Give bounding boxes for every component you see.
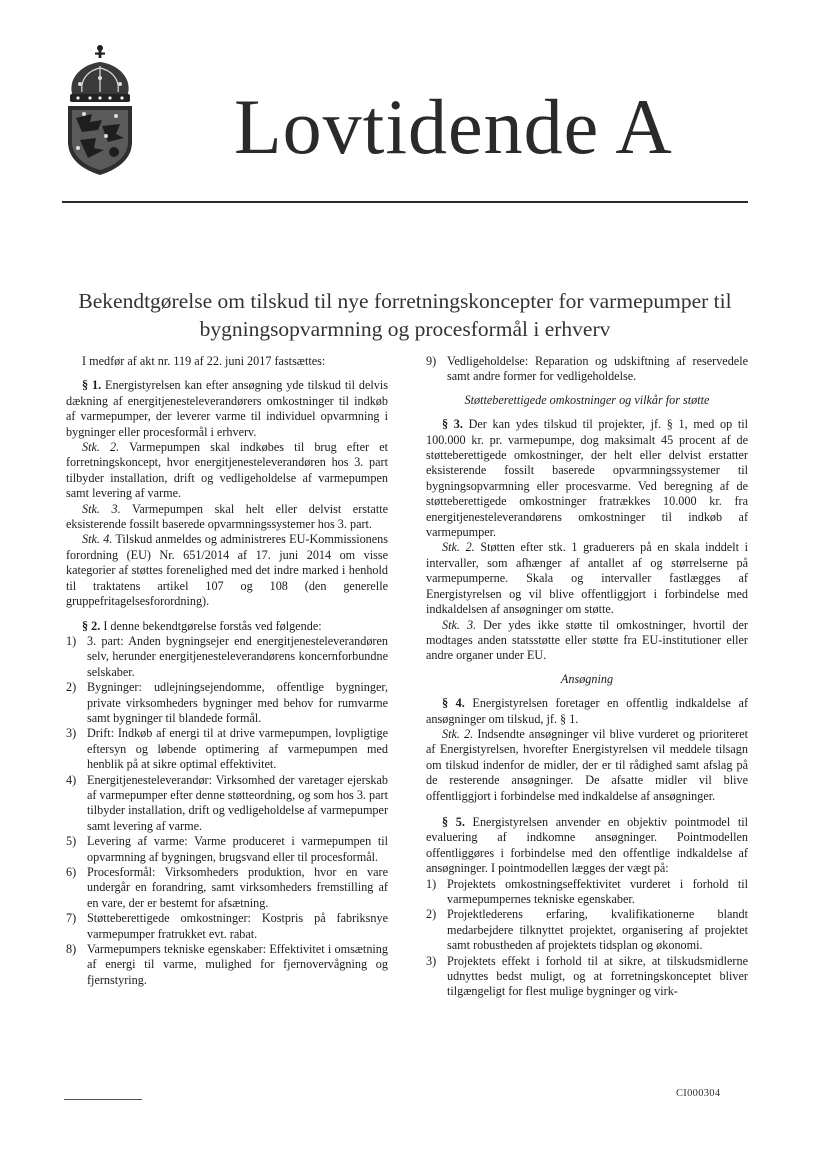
list-item bbox=[426, 354, 748, 385]
section-number: § 5. bbox=[442, 814, 465, 829]
evaluation-criteria-list bbox=[426, 877, 748, 1000]
list-item bbox=[426, 877, 748, 908]
stk-text: Varmepumpen skal indkøbes til brug efter et forretningskoncept, hvor energitjenesteleverandøren hos 3. part tilbyder installation, drift og vedligeholdelse af varmepumpen samt levering af varme. bbox=[66, 440, 389, 501]
stk-label: Stk. 2. bbox=[442, 540, 475, 555]
section-4-stk-2 bbox=[426, 727, 748, 804]
left-column bbox=[66, 354, 388, 988]
list-item-number: 8) bbox=[66, 942, 77, 957]
list-item-number: 3) bbox=[66, 726, 77, 741]
list-item bbox=[66, 634, 388, 680]
section-text: Energistyrelsen foretager en offentlig indkaldelse af ansøgninger om tilskud, jf. § 1. bbox=[426, 696, 749, 726]
list-item-number: 2) bbox=[66, 680, 77, 695]
stk-label: Stk. 3. bbox=[442, 617, 477, 632]
list-item bbox=[426, 954, 748, 1000]
document-code: CI000304 bbox=[676, 1088, 721, 1099]
list-item-number: 1) bbox=[426, 876, 437, 891]
list-item-text: Procesformål: Virksomheders produktion, hvor en vare undergår en forandring, samt virksomheders fremstilling af en vare, der er bestemt for afsætning. bbox=[87, 865, 388, 910]
list-item-text: Energitjenesteleverandør: Virksomhed der varetager ejerskab af varmepumper efter denne støtteordning, og som hos 3. part tilbyder installation, drift og vedligeholdelse af varmepumper samt levering af varme. bbox=[87, 772, 388, 833]
list-item bbox=[66, 911, 388, 942]
stk-label: Stk. 4. bbox=[82, 532, 113, 547]
list-item-number: 3) bbox=[426, 953, 437, 968]
list-item-number: 1) bbox=[66, 633, 77, 648]
section-number: § 2. bbox=[82, 618, 101, 633]
list-item-text: Varmepumpers tekniske egenskaber: Effektivitet i omsætning af energi til varme, mulighed for fjernovervågning og fjernstyring. bbox=[87, 942, 388, 987]
coat-of-arms-icon bbox=[62, 44, 138, 176]
list-item bbox=[66, 680, 388, 726]
section-heading-eligible-costs: Støtteberettigede omkostninger og vilkår for støtte bbox=[464, 392, 710, 407]
document-title bbox=[62, 287, 748, 343]
stk-label: Stk. 2. bbox=[82, 440, 120, 455]
list-item-number: 6) bbox=[66, 865, 77, 879]
section-number: § 1. bbox=[82, 378, 102, 393]
right-column bbox=[426, 354, 748, 1000]
list-item-text: Projektets effekt i forhold til at sikre, at tilskudsmidlerne udnyttes bedst muligt, og at forretningskonceptet bliver tilgængeligt for flest mulige bygninger og virk- bbox=[447, 953, 748, 999]
section-text: I denne bekendtgørelse forstås ved følgende: bbox=[100, 618, 322, 633]
list-item-text: Projektets omkostningseffektivitet vurderet i forhold til varmepumpernes tekniske egenskaber. bbox=[447, 876, 748, 906]
list-item-text: Projektlederens erfaring, kvalifikationerne blandt medarbejdere tilknyttet projektet, organisering af projektet samt robustheden af projektets tidsplan og økonomi. bbox=[447, 907, 748, 953]
section-4 bbox=[426, 696, 748, 727]
list-item-text: Vedligeholdelse: Reparation og udskiftning af reservedele samt andre former for vedligeholdelse. bbox=[447, 354, 748, 384]
section-number: § 4. bbox=[442, 696, 465, 711]
section-1-stk-4 bbox=[66, 532, 388, 609]
list-item bbox=[426, 907, 748, 953]
list-item-number: 9) bbox=[426, 354, 437, 368]
section-1-stk-2 bbox=[66, 440, 388, 502]
stk-text: Indsendte ansøgninger vil blive vurderet og prioriteret af Energistyrelsen, hvorefter Energistyrelsen vil meddele tilsagn om tilskud indenfor de midler, der er til rådighed samt afslag på de resterende ansøgninger. De afsatte midler vil blive offentliggjort i forbindelse med indkaldelse af ansøgninger. bbox=[426, 726, 749, 803]
stk-text: Der ydes ikke støtte til omkostninger, hvortil der modtages anden statsstøtte eller støtte fra EU-institutioner eller andre organer under EU. bbox=[426, 617, 748, 663]
section-3-stk-2 bbox=[426, 540, 748, 617]
stk-label: Stk. 2. bbox=[442, 726, 474, 741]
section-text: Der kan ydes tilskud til projekter, jf. § 1, med op til 100.000 kr. pr. varmepumpe, dog maksimalt 45 procent af de støtteberettigede omkostninger, der helt eller delvist erstatter eksisterende fossilt baserede opvarmningssystemer til bygningsopvarmning eller procesvarme. Ved beregning af de støtteberettigede omkostninger fratrækkes 10.000 kr. fra energitjenesteleverandørens omkostninger til indkøb af varmepumper. bbox=[426, 417, 749, 540]
list-item-text: 3. part: Anden bygningsejer end energitjenesteleverandøren selv, herunder energitjenesteleverandørens koncernforbundne selskaber. bbox=[87, 633, 388, 679]
section-3-stk-3 bbox=[426, 618, 748, 664]
list-item-number: 4) bbox=[66, 772, 77, 787]
definitions-list bbox=[66, 634, 388, 988]
section-number: § 3. bbox=[442, 417, 463, 432]
stk-text: Tilskud anmeldes og administreres EU-Kommissionens forordning (EU) Nr. 651/2014 af 17. juni 2014 om visse kategorier af støttes forenelighed med det indre marked i henhold til traktatens artikel 107 og 108 (den generelle gruppefritagelsesforordning). bbox=[66, 532, 389, 609]
list-item-number: 7) bbox=[66, 911, 77, 926]
list-item-text: Drift: Indkøb af energi til at drive varmepumpen, lovpligtige eftersyn og løbende optimering af varmepumpen med henblik på at sikre optimal effektivitet. bbox=[87, 726, 388, 772]
masthead-title: Lovtidende A bbox=[234, 83, 673, 170]
masthead-divider bbox=[62, 201, 748, 203]
section-heading-application: Ansøgning bbox=[560, 671, 614, 686]
list-item-number: 2) bbox=[426, 907, 437, 922]
section-5 bbox=[426, 815, 748, 877]
section-1 bbox=[66, 378, 388, 440]
list-item-text: Støtteberettigede omkostninger: Kostpris på fabriksnye varmepumper fratrukket evt. rabat. bbox=[87, 911, 388, 941]
section-3 bbox=[426, 417, 748, 540]
stk-label: Stk. 3. bbox=[82, 501, 121, 516]
section-1-stk-3 bbox=[66, 502, 388, 533]
document-title-line-1: Bekendtgørelse om tilskud til nye forretningskoncepter for varmepumper til bbox=[78, 289, 732, 313]
list-item-number: 5) bbox=[66, 834, 77, 849]
list-item-text: Levering af varme: Varme produceret i varmepumpen til opvarmning af bygningen, brugsvand eller til procesformål. bbox=[87, 834, 388, 864]
section-text: Energistyrelsen anvender en objektiv pointmodel til evaluering af indkomne ansøgninger. Pointmodellen offentliggøres i forbindelse med den offentlige indkaldelse af ansøgninger. I pointmodellen lægges der vægt på: bbox=[426, 814, 749, 876]
list-item bbox=[66, 834, 388, 865]
list-item-text: Bygninger: udlejningsejendomme, offentlige bygninger, private virksomheders bygninger med behov for rumvarme samt bygninger til blandede formål. bbox=[87, 680, 388, 725]
stk-text: Varmepumpen skal helt eller delvist erstatte eksisterende fossilt baserede opvarmningssystemer hos 3. part. bbox=[66, 501, 388, 532]
document-title-line-2: bygningsopvarmning og procesformål i erhverv bbox=[199, 317, 611, 341]
stk-text: Støtten efter stk. 1 graduerers på en skala inddelt i intervaller, som afhænger af antallet af og størrelserne på varmepumperne. Skala og intervaller fastlægges af Energistyrelsen og vil blive offentliggjort i forbindelse med indkaldelsen af ansøgninger om støtte. bbox=[426, 540, 748, 617]
section-2 bbox=[66, 619, 388, 634]
section-text: Energistyrelsen kan efter ansøgning yde tilskud til delvis dækning af energitjenesteleverandørers omkostninger til indkøb af varmepumper, der leverer varme til individuel opvarmning i bygninger eller procesformål i erhverv. bbox=[66, 378, 388, 439]
list-item bbox=[66, 773, 388, 835]
list-item bbox=[66, 726, 388, 772]
definitions-list-continued bbox=[426, 354, 748, 385]
list-item bbox=[66, 942, 388, 988]
footer-divider bbox=[64, 1099, 142, 1100]
preamble: I medfør af akt nr. 119 af 22. juni 2017 fastsættes: bbox=[82, 354, 326, 368]
list-item bbox=[66, 865, 388, 911]
